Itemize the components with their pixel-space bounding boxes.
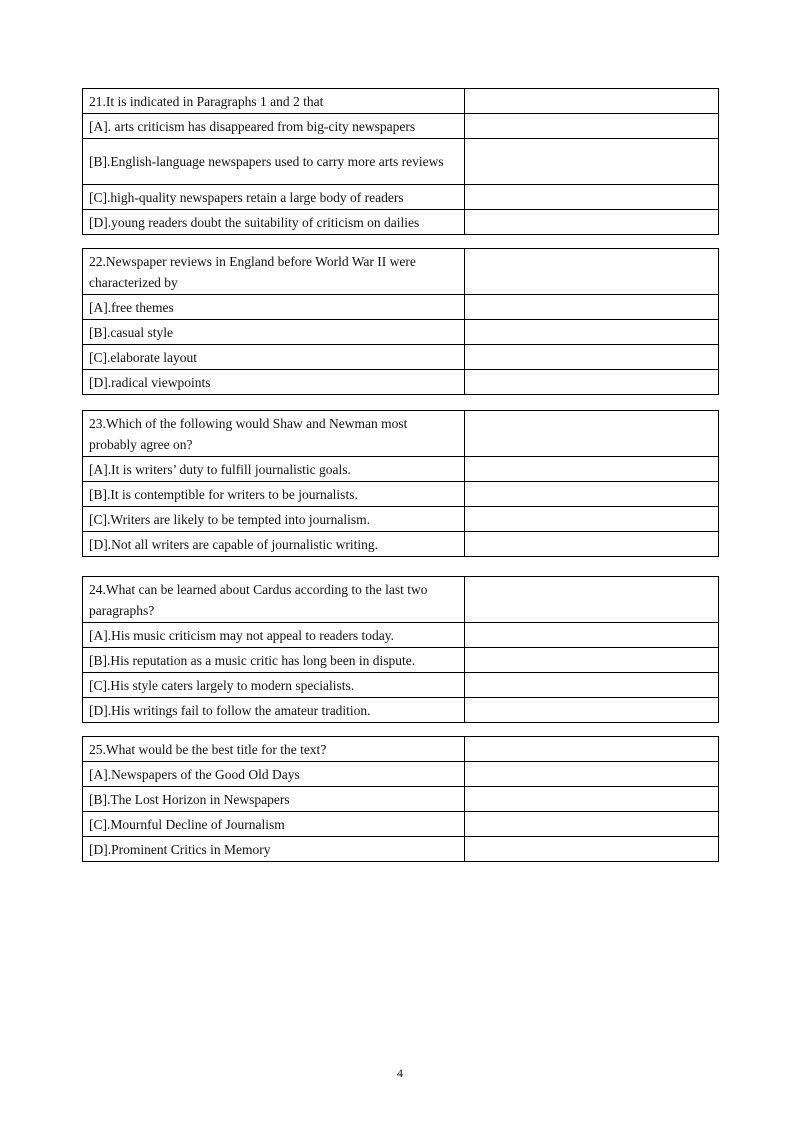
question-table-25 xyxy=(82,736,719,862)
option-row xyxy=(83,812,719,837)
option-row xyxy=(83,114,719,139)
option-row xyxy=(83,532,719,557)
option-answer-cell xyxy=(465,320,719,345)
option-d: [D].Prominent Critics in Memory xyxy=(83,837,465,862)
option-row xyxy=(83,623,719,648)
option-b: [B].His reputation as a music critic has long been in dispute. xyxy=(83,648,465,673)
question-table-22 xyxy=(82,248,719,395)
option-a: [A].His music criticism may not appeal to readers today. xyxy=(83,623,465,648)
option-c: [C].high-quality newspapers retain a large body of readers xyxy=(83,185,465,210)
question-table-21 xyxy=(82,88,719,235)
option-b: [B].casual style xyxy=(83,320,465,345)
option-answer-cell xyxy=(465,295,719,320)
option-d: [D].young readers doubt the suitability of criticism on dailies xyxy=(83,210,465,235)
option-row xyxy=(83,482,719,507)
option-answer-cell xyxy=(465,762,719,787)
answer-box[interactable] xyxy=(465,737,719,762)
option-a: [A].free themes xyxy=(83,295,465,320)
option-answer-cell xyxy=(465,345,719,370)
option-a: [A].Newspapers of the Good Old Days xyxy=(83,762,465,787)
question-stem-row xyxy=(83,411,719,457)
option-answer-cell xyxy=(465,210,719,235)
question-stem: 21.It is indicated in Paragraphs 1 and 2 that xyxy=(83,89,465,114)
question-stem: 22.Newspaper reviews in England before World War II were characterized by xyxy=(83,249,465,295)
option-row xyxy=(83,210,719,235)
option-row xyxy=(83,345,719,370)
option-answer-cell xyxy=(465,185,719,210)
option-row xyxy=(83,139,719,185)
option-answer-cell xyxy=(465,457,719,482)
option-row xyxy=(83,370,719,395)
option-answer-cell xyxy=(465,532,719,557)
option-row xyxy=(83,457,719,482)
answer-box[interactable] xyxy=(465,89,719,114)
option-row xyxy=(83,787,719,812)
option-answer-cell xyxy=(465,787,719,812)
option-row xyxy=(83,295,719,320)
option-row xyxy=(83,185,719,210)
option-row xyxy=(83,837,719,862)
question-stem-row xyxy=(83,249,719,295)
question-stem-row xyxy=(83,737,719,762)
page-number: 4 xyxy=(397,1066,403,1080)
option-answer-cell xyxy=(465,837,719,862)
option-c: [C].Writers are likely to be tempted into journalism. xyxy=(83,507,465,532)
option-row xyxy=(83,507,719,532)
question-stem-row xyxy=(83,89,719,114)
option-b: [B].English-language newspapers used to carry more arts reviews xyxy=(83,139,465,185)
option-c: [C].Mournful Decline of Journalism xyxy=(83,812,465,837)
option-answer-cell xyxy=(465,812,719,837)
option-answer-cell xyxy=(465,623,719,648)
answer-box[interactable] xyxy=(465,411,719,457)
option-b: [B].It is contemptible for writers to be journalists. xyxy=(83,482,465,507)
option-d: [D].radical viewpoints xyxy=(83,370,465,395)
question-stem: 23.Which of the following would Shaw and Newman most probably agree on? xyxy=(83,411,465,457)
option-row xyxy=(83,320,719,345)
option-d: [D].His writings fail to follow the amateur tradition. xyxy=(83,698,465,723)
option-row xyxy=(83,673,719,698)
question-table-23 xyxy=(82,410,719,557)
question-stem: 25.What would be the best title for the text? xyxy=(83,737,465,762)
option-answer-cell xyxy=(465,114,719,139)
question-stem: 24.What can be learned about Cardus according to the last two paragraphs? xyxy=(83,577,465,623)
option-answer-cell xyxy=(465,370,719,395)
option-row xyxy=(83,698,719,723)
option-answer-cell xyxy=(465,139,719,185)
option-row xyxy=(83,648,719,673)
question-table-24 xyxy=(82,576,719,723)
option-answer-cell xyxy=(465,698,719,723)
option-c: [C].His style caters largely to modern specialists. xyxy=(83,673,465,698)
option-answer-cell xyxy=(465,482,719,507)
option-answer-cell xyxy=(465,507,719,532)
question-stem-row xyxy=(83,577,719,623)
option-a: [A]. arts criticism has disappeared from big-city newspapers xyxy=(83,114,465,139)
option-b: [B].The Lost Horizon in Newspapers xyxy=(83,787,465,812)
answer-box[interactable] xyxy=(465,577,719,623)
answer-box[interactable] xyxy=(465,249,719,295)
option-a: [A].It is writers’ duty to fulfill journalistic goals. xyxy=(83,457,465,482)
option-row xyxy=(83,762,719,787)
option-c: [C].elaborate layout xyxy=(83,345,465,370)
option-answer-cell xyxy=(465,673,719,698)
option-answer-cell xyxy=(465,648,719,673)
option-d: [D].Not all writers are capable of journalistic writing. xyxy=(83,532,465,557)
